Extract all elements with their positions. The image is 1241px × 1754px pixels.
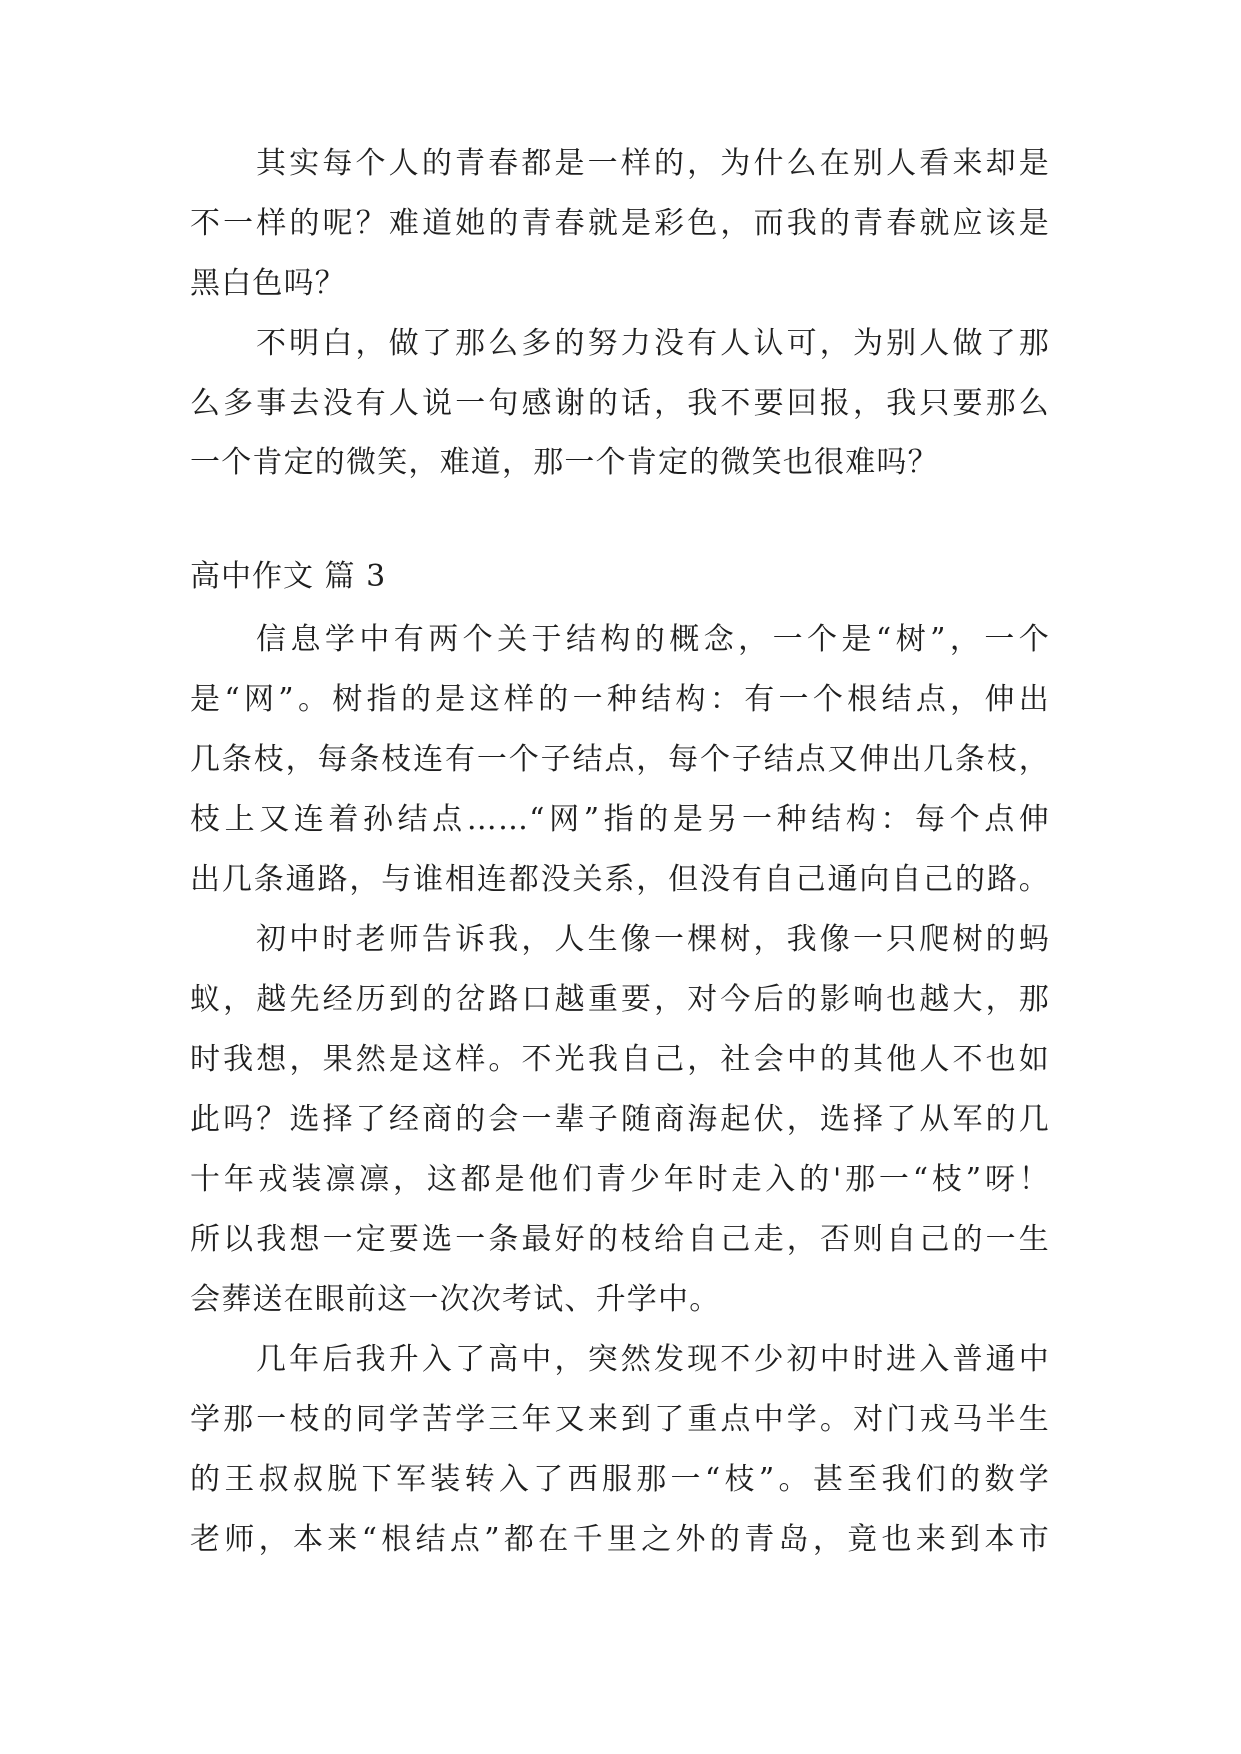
- paragraph-line: 几条枝，每条枝连有一个子结点，每个子结点又伸出几条枝，: [190, 742, 1050, 777]
- paragraph-line: 初中时老师告诉我，人生像一棵树，我像一只爬树的蚂: [256, 922, 1050, 957]
- paragraph-line: 老师，本来“根结点”都在千里之外的青岛，竟也来到本市: [190, 1522, 1050, 1557]
- paragraph-line: 么多事去没有人说一句感谢的话，我不要回报，我只要那么: [190, 386, 1050, 421]
- paragraph-line: 所以我想一定要选一条最好的枝给自己走，否则自己的一生: [190, 1222, 1050, 1257]
- paragraph-line: 不一样的呢？难道她的青春就是彩色，而我的青春就应该是: [190, 206, 1050, 241]
- paragraph-line: 学那一枝的同学苦学三年又来到了重点中学。对门戎马半生: [190, 1402, 1050, 1437]
- paragraph-line: 是“网”。树指的是这样的一种结构：有一个根结点，伸出: [190, 682, 1050, 717]
- paragraph-line: 十年戎装凛凛，这都是他们青少年时走入的'那一“枝”呀！: [190, 1162, 1050, 1197]
- paragraph-line: 信息学中有两个关于结构的概念，一个是“树”，一个: [256, 622, 1050, 657]
- paragraph-line: 几年后我升入了高中，突然发现不少初中时进入普通中: [256, 1342, 1050, 1377]
- paragraph-line: 蚁，越先经历到的岔路口越重要，对今后的影响也越大，那: [190, 982, 1050, 1017]
- paragraph-line: 其实每个人的青春都是一样的，为什么在别人看来却是: [256, 146, 1050, 181]
- paragraph-line: 的王叔叔脱下军装转入了西服那一“枝”。甚至我们的数学: [190, 1462, 1050, 1497]
- paragraph-line: 不明白，做了那么多的努力没有人认可，为别人做了那: [256, 326, 1050, 361]
- paragraph-line: 一个肯定的微笑，难道，那一个肯定的微笑也很难吗？: [190, 445, 939, 480]
- paragraph-line: 此吗？选择了经商的会一辈子随商海起伏，选择了从军的几: [190, 1102, 1050, 1137]
- paragraph-line: 会葬送在眼前这一次次考试、升学中。: [190, 1282, 721, 1317]
- paragraph-line: 出几条通路，与谁相连都没关系，但没有自己通向自己的路。: [190, 862, 1050, 897]
- paragraph-line: 枝上又连着孙结点……“网”指的是另一种结构：每个点伸: [190, 802, 1050, 837]
- paragraph-line: 时我想，果然是这样。不光我自己，社会中的其他人不也如: [190, 1042, 1050, 1077]
- paragraph-line: 黑白色吗？: [190, 266, 346, 301]
- section-heading: 高中作文 篇 3: [190, 559, 387, 594]
